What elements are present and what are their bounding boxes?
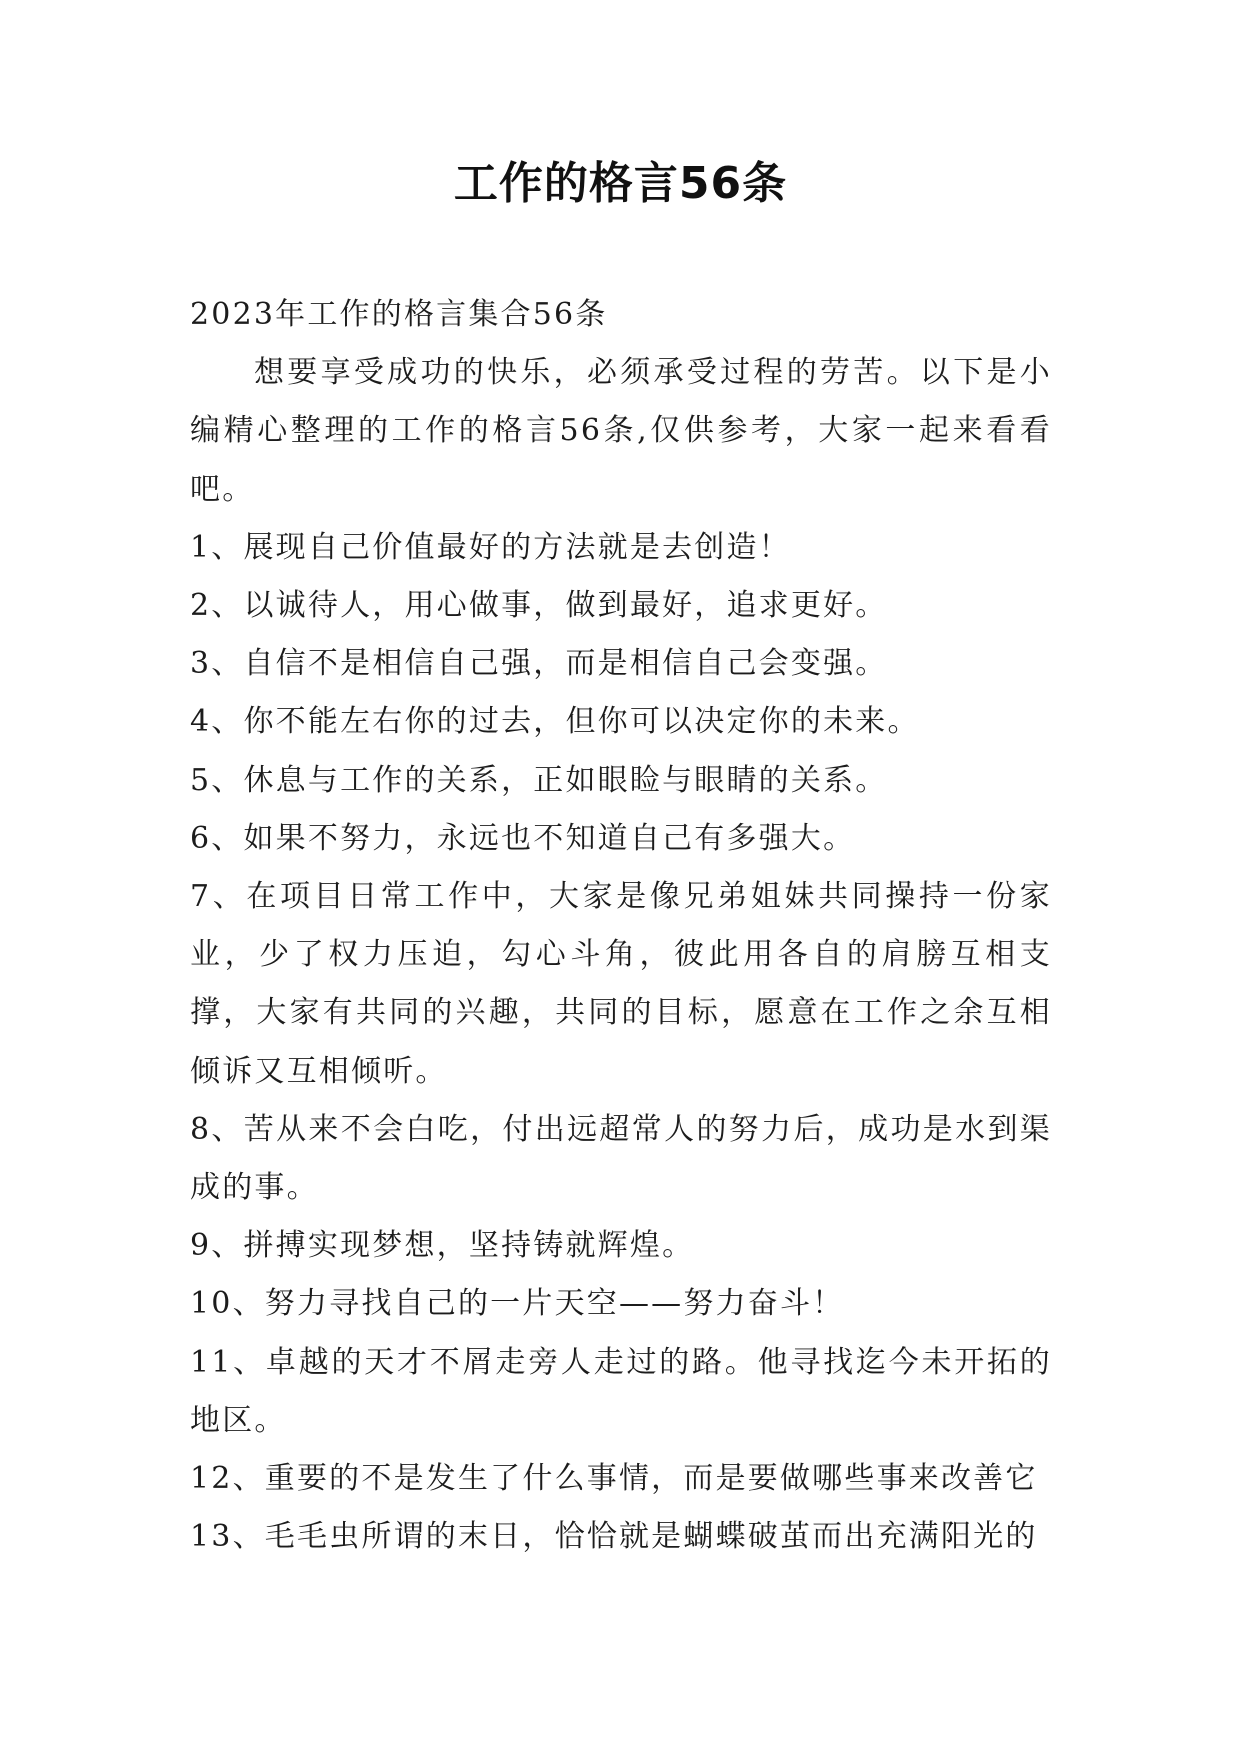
list-item: 4、你不能左右你的过去，但你可以决定你的未来。 <box>190 704 920 740</box>
list-item: 5、休息与工作的关系，正如眼睑与眼睛的关系。 <box>190 762 888 798</box>
list-item: 2、以诚待人，用心做事，做到最好，追求更好。 <box>190 588 888 624</box>
document-subtitle: 2023年工作的格言集合56条 <box>190 297 608 332</box>
list-item: 13、毛毛虫所谓的末日，恰恰就是蝴蝶破茧而出充满阳光的 <box>190 1519 1038 1555</box>
list-item: 11、卓越的天才不屑走旁人走过的路。他寻找迄今未开拓的地区。 <box>190 1344 1052 1438</box>
list-item: 1、展现自己价值最好的方法就是去创造！ <box>190 529 791 565</box>
list-item: 12、重要的不是发生了什么事情，而是要做哪些事来改善它 <box>190 1461 1038 1497</box>
intro-paragraph: 想要享受成功的快乐，必须承受过程的劳苦。以下是小编精心整理的工作的格言56条,仅供参考，大家一起来看看吧。 <box>190 355 1052 507</box>
document-body <box>190 286 1052 1566</box>
list-item: 7、在项目日常工作中，大家是像兄弟姐妹共同操持一份家业，少了权力压迫，勾心斗角，彼此用各自的肩膀互相支撑，大家有共同的兴趣，共同的目标，愿意在工作之余互相倾诉又互相倾听。 <box>190 879 1052 1089</box>
list-item: 9、拼搏实现梦想，坚持铸就辉煌。 <box>190 1228 695 1264</box>
list-item: 3、自信不是相信自己强，而是相信自己会变强。 <box>190 646 888 682</box>
list-item: 8、苦从来不会白吃，付出远超常人的努力后，成功是水到渠成的事。 <box>190 1111 1052 1206</box>
list-item: 10、努力寻找自己的一片天空——努力奋斗！ <box>190 1286 845 1322</box>
list-item: 6、如果不努力，永远也不知道自己有多强大。 <box>190 820 856 856</box>
document-title: 工作的格言56条 <box>453 158 788 209</box>
